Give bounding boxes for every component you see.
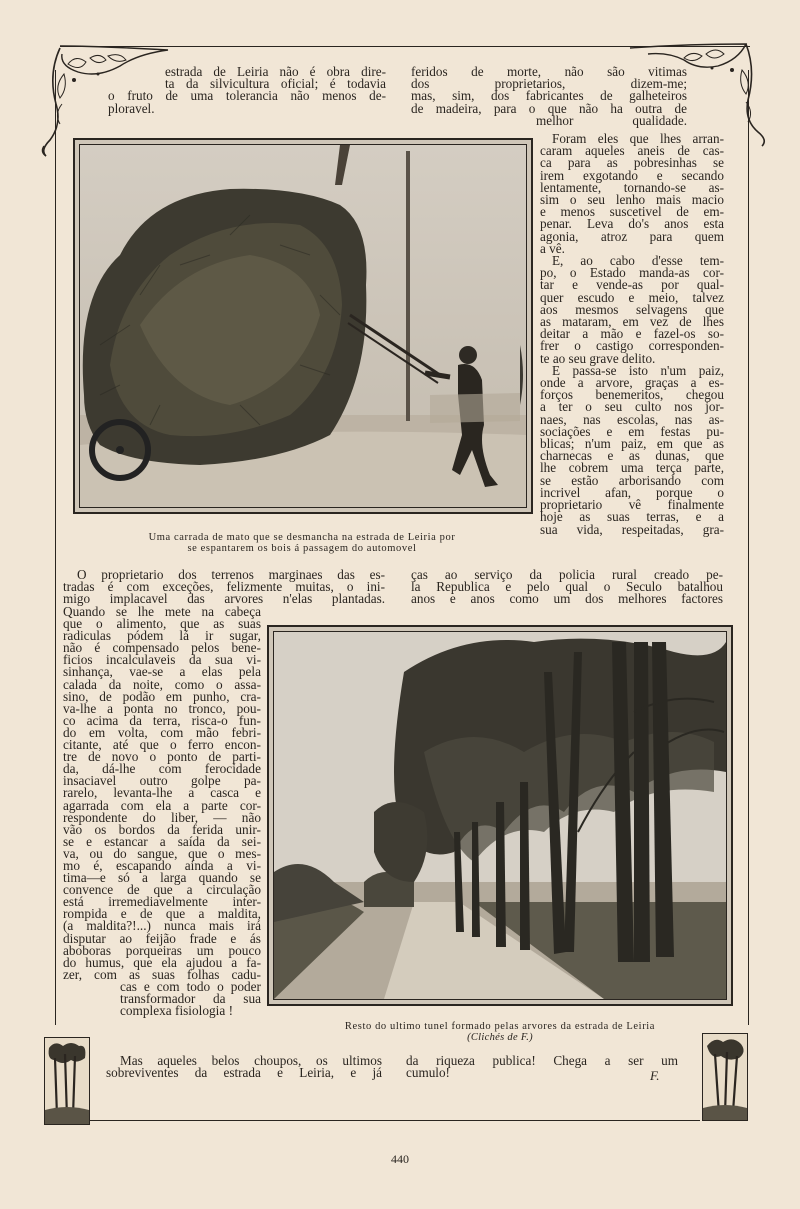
text-line: sim o seu lenho mais macio <box>540 192 724 208</box>
photo-tree-tunnel-image <box>273 631 727 1000</box>
text-line: rarelo, levanta-lhe a casca e <box>63 785 261 801</box>
text-line: radiculas pódem lá ir sugar, <box>63 628 261 644</box>
text-line: disputar ao feijão frade e ás <box>63 930 261 946</box>
text-line: charnecas e as dunas, que <box>540 448 724 464</box>
text-line: va-lhe a ponta no tronco, pou- <box>63 700 261 716</box>
text-line: sino, de podão em punho, cra- <box>63 688 261 704</box>
text-line: e menos suscetivel de em- <box>540 204 724 220</box>
text-line: não é compensado pelos bene- <box>63 640 261 656</box>
text-line: da, dá-lhe com ferocidade <box>63 761 261 777</box>
text-line: o fruto de uma tolerancia não menos de- <box>108 88 386 104</box>
text-line: E passa-se isto n'um paiz, <box>552 362 724 378</box>
text-line: mo é, escapando ainda a vi- <box>63 857 261 873</box>
text-line: a ter o seu culto nos jor- <box>540 399 724 415</box>
text-line: vão os bordos da ferida unir- <box>63 821 261 837</box>
text-line: blicas; n'um paiz, em que as <box>540 436 724 452</box>
top-left-paragraph <box>108 66 386 115</box>
text-line: sua vida, respeitadas, gra- <box>540 521 724 537</box>
text-line: do em volta, com mão febri- <box>63 724 261 740</box>
text-line: ca para as pobresinhas se <box>540 155 724 171</box>
text-line: (a maldita?!...) nunca mais irá <box>63 918 261 934</box>
bottom-left-paragraph <box>106 1055 382 1079</box>
text-line: de madeira, para o que não ha outra de <box>411 100 687 116</box>
text-line: aboboras porqueiras um pouco <box>63 942 261 958</box>
text-line: do humus, que ela ajudou a fa- <box>63 954 261 970</box>
mid-left-paragraph <box>63 569 385 606</box>
frame-right-rule <box>748 70 749 1025</box>
text-line: zer, com as suas folhas cadu- <box>63 966 261 982</box>
bottom-right-paragraph <box>406 1055 678 1079</box>
text-line: estrada de Leiria não é obra dire- <box>165 64 386 79</box>
text-line: irem exgotando e secando <box>540 167 724 183</box>
text-line: onde a arvore, graças a es- <box>540 375 724 391</box>
text-line: sobreviventes da estrada e Leiria, e já <box>106 1065 382 1081</box>
text-line: da riqueza publica! Chega a ser um <box>406 1053 678 1068</box>
text-line: ploravel. <box>108 100 155 116</box>
decorative-trees-vignette-right <box>702 1033 748 1121</box>
photo-cart-image <box>79 144 527 508</box>
text-line: cumulo! <box>406 1065 450 1081</box>
text-line: co acima da terra, risca-o fun- <box>63 712 261 728</box>
text-line: caram aqueles aneis de cas- <box>540 143 724 159</box>
text-line: agonia, atroz para quem <box>540 228 724 244</box>
text-line: la Republica e pelo qual o Seculo batalhou <box>411 579 723 595</box>
text-line: penar. Leva do's anos esta <box>540 216 724 232</box>
text-line: se e estancar a saída da sei- <box>63 833 261 849</box>
text-line: tar e vende-as por qual- <box>540 277 724 293</box>
text-line: dos proprietarios, dizem-me; <box>411 76 687 92</box>
text-line: a vê. <box>540 240 565 256</box>
caption-line: se espantarem os bois á passagem do automovel <box>187 543 417 554</box>
right-column-paragraph <box>540 133 724 536</box>
text-line: proprietario vê finalmente <box>540 497 724 513</box>
page-number: 440 <box>391 1152 409 1166</box>
caption-line: Uma carrada de mato que se desmancha na estrada de Leiria por <box>148 532 456 543</box>
text-line: deitar a mão e fazel-os so- <box>540 326 724 342</box>
photo-tree-tunnel <box>267 625 733 1006</box>
text-line: está irremediavelmente inter- <box>63 894 261 910</box>
text-line: respondente do liber, — não <box>63 809 261 825</box>
photo-cart-caption <box>76 532 528 554</box>
text-line: tima—e só a larga quando se <box>63 870 261 886</box>
text-line: ta da silvicultura oficial; é todavia <box>165 76 386 92</box>
photo-tree-tunnel-caption <box>272 1021 728 1043</box>
text-line: lhe cobrem uma terça parte, <box>540 460 724 476</box>
text-line: Foram eles que lhes arran- <box>552 131 724 146</box>
text-line: frer o castigo corresponden- <box>540 338 724 354</box>
photo-cart-of-brush <box>73 138 533 514</box>
text-line: quer escudo e meio, talvez <box>540 289 724 305</box>
decorative-trees-vignette-left <box>44 1037 90 1125</box>
text-line: feridos de morte, não são vitimas <box>411 64 687 79</box>
frame-bottom-rule <box>90 1120 700 1121</box>
text-line: po, o Estado manda-as cor- <box>540 265 724 281</box>
text-line: sinhança, vae-se a elas pela <box>63 664 261 680</box>
mid-right-paragraph <box>411 569 723 606</box>
text-line: ficios incalculaveis da sua vi- <box>63 652 261 668</box>
text-line: te ao seu grave delito. <box>540 350 656 366</box>
text-line: rompida e de que a maldita, <box>63 906 261 922</box>
text-line: anos e anos como um dos melhores factores <box>411 591 723 607</box>
text-line: insaciavel outro golpe pa- <box>63 773 261 789</box>
text-line: que o alimento, que as suas <box>63 616 261 632</box>
text-line: complexa fisiologia ! <box>120 1003 233 1019</box>
text-line: hoje as suas terras, e a <box>540 509 724 525</box>
frame-left-rule <box>55 70 56 1025</box>
text-line: ças ao serviço da policia rural creado pe- <box>411 567 723 582</box>
text-line: Mas aqueles belos choupos, os ultimos <box>120 1053 382 1068</box>
text-line: sociações e em festas pu- <box>540 423 724 439</box>
text-line: agarrada com ela a parte cor- <box>63 797 261 813</box>
text-line: forços benemeritos, chegou <box>540 387 724 403</box>
text-line: calada da noite, como o assa- <box>63 676 261 692</box>
caption-line: Resto do ultimo tunel formado pelas arvores da estrada de Leiria <box>344 1021 656 1032</box>
text-line: tre de novo o ponto de parti- <box>63 749 261 765</box>
text-line: citante, até que o ferro encon- <box>63 737 261 753</box>
text-line: incrivel afan, porque o <box>540 484 724 500</box>
left-column-paragraph <box>63 606 261 1017</box>
text-line: migo implacavel das arvores n'elas plantadas. <box>63 591 385 607</box>
caption-credit: (Clichés de F.) <box>467 1032 533 1043</box>
top-right-paragraph <box>411 66 687 127</box>
text-line: mas, sim, dos fabricantes de galheteiros <box>411 88 687 104</box>
text-line: se estão arborisando com <box>540 472 724 488</box>
text-line: tradas é com exceções, felizmente muitas, o ini- <box>63 579 385 595</box>
text-line: Quando se lhe mete na cabeça <box>63 604 261 619</box>
text-line: cas e com todo o poder <box>120 978 261 994</box>
text-line: va, ou do sangue, que o mes- <box>63 845 261 861</box>
text-line: aos mesmos selvagens que <box>540 301 724 317</box>
text-line: convence de que a circulação <box>63 882 261 898</box>
text-line: O proprietario dos terrenos marginaes das es- <box>77 567 385 582</box>
text-line: melhor qualidade. <box>536 112 687 128</box>
author-signature: F. <box>650 1068 660 1083</box>
text-line: transformador da sua <box>120 991 261 1006</box>
text-line: as mataram, em vez de lhes <box>540 314 724 330</box>
text-line: lentamente, tornando-se as- <box>540 179 724 195</box>
text-line: E, ao cabo d'esse tem- <box>552 253 724 269</box>
text-line: naes, nas escolas, nas as- <box>540 411 724 427</box>
